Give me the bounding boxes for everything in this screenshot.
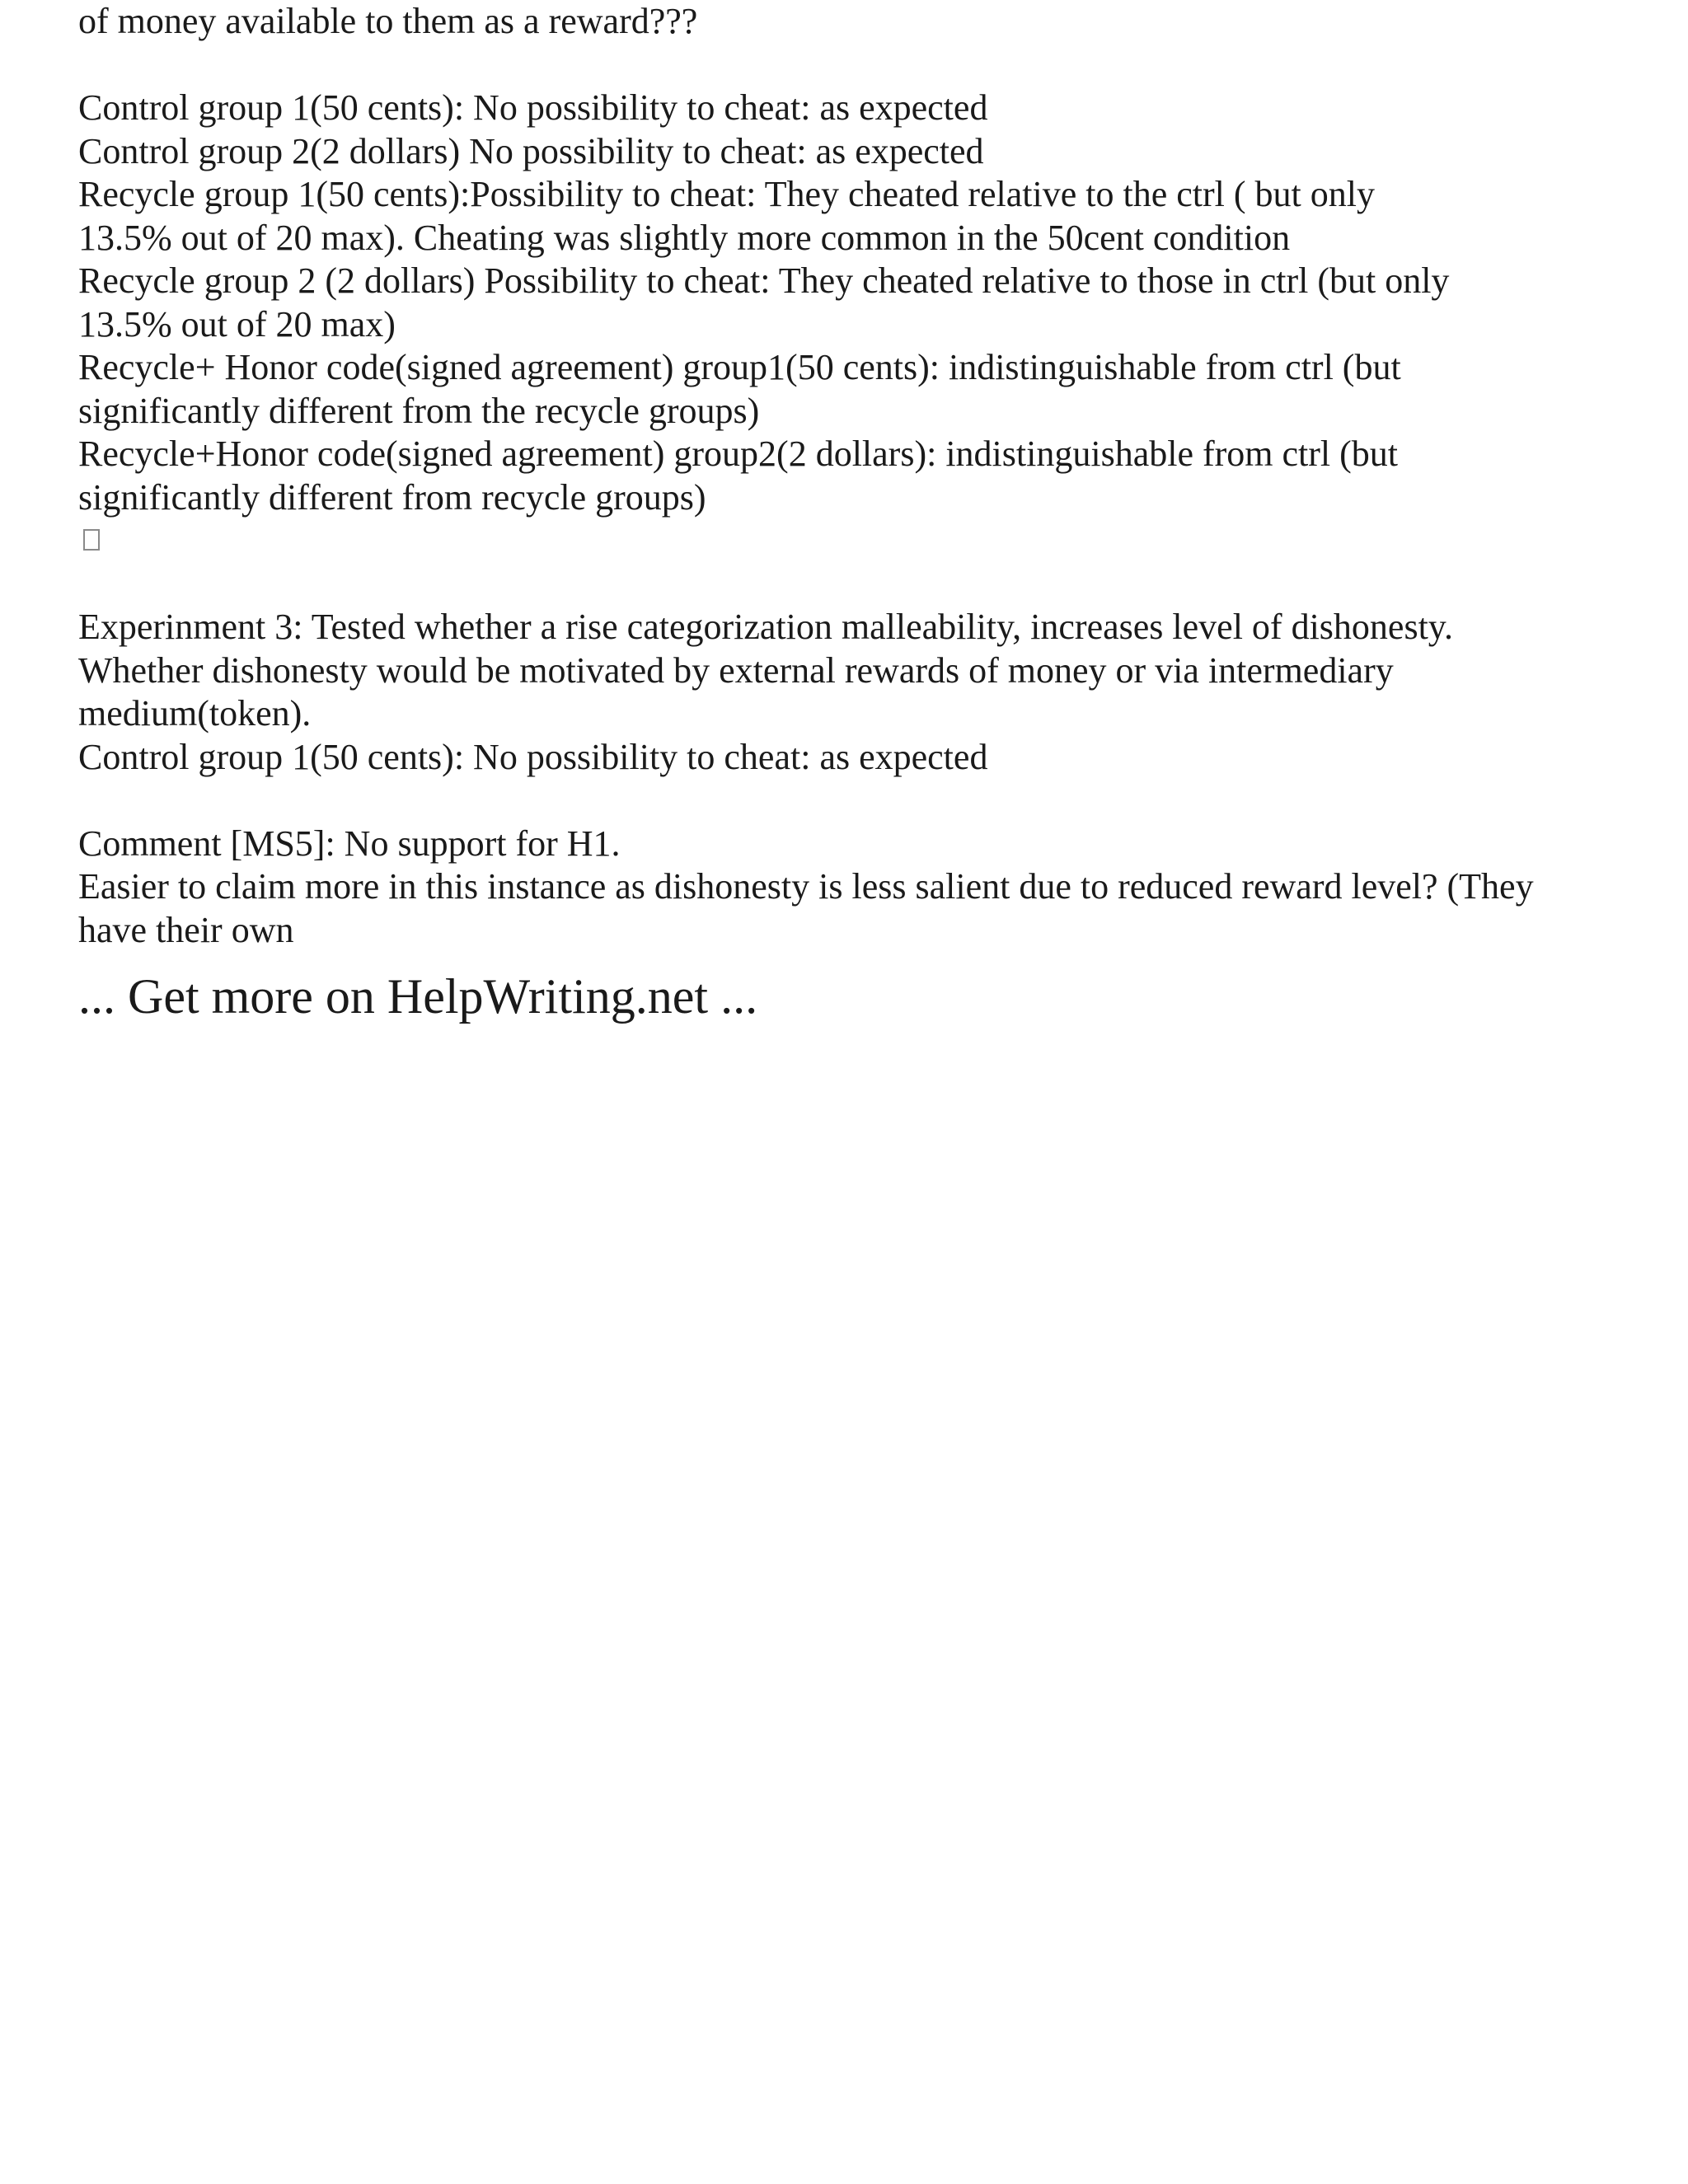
text-line: significantly different from recycle groups): [78, 476, 706, 518]
image-placeholder-icon: [83, 529, 100, 551]
image-placeholder-row: [78, 519, 1644, 563]
text-line: of money available to them as a reward???: [78, 1, 698, 41]
text-line: significantly different from the recycle groups): [78, 390, 760, 431]
blank-line: [78, 44, 1644, 87]
get-more-link[interactable]: ... Get more on HelpWriting.net ...: [78, 969, 758, 1024]
text-line: Recycle group 1(50 cents):Possibility to cheat: They cheated relative to the ctrl ( but only: [78, 174, 1375, 214]
text-line: Easier to claim more in this instance as dishonesty is less salient due to reduced reward level? (They: [78, 866, 1534, 907]
text-line: Recycle+Honor code(signed agreement) group2(2 dollars): indistinguishable from ctrl (but: [78, 434, 1399, 474]
text-line: 13.5% out of 20 max). Cheating was slightly more common in the 50cent condition: [78, 217, 1291, 258]
blank-line: [78, 779, 1644, 823]
comment-line: Comment [MS5]: No support for H1.: [78, 823, 621, 864]
text-line: 13.5% out of 20 max): [78, 303, 396, 344]
text-line: Experinment 3: Tested whether a rise categorization malleability, increases level of dishonesty.: [78, 607, 1453, 647]
text-line: Recycle+ Honor code(signed agreement) group1(50 cents): indistinguishable from ctrl (but: [78, 347, 1401, 387]
blank-line: [78, 563, 1644, 607]
text-line: medium(token).: [78, 693, 312, 733]
text-line: Control group 2(2 dollars) No possibility to cheat: as expected: [78, 130, 984, 171]
text-line: Whether dishonesty would be motivated by external rewards of money or via intermediary: [78, 649, 1394, 691]
text-line: Recycle group 2 (2 dollars) Possibility to cheat: They cheated relative to those in ctrl (but only: [78, 260, 1450, 301]
text-line: Control group 1(50 cents): No possibility to cheat: as expected: [78, 736, 988, 777]
text-line: Control group 1(50 cents): No possibility to cheat: as expected: [78, 87, 988, 128]
document-page: [78, 0, 1644, 1026]
text-line: have their own: [78, 909, 294, 950]
